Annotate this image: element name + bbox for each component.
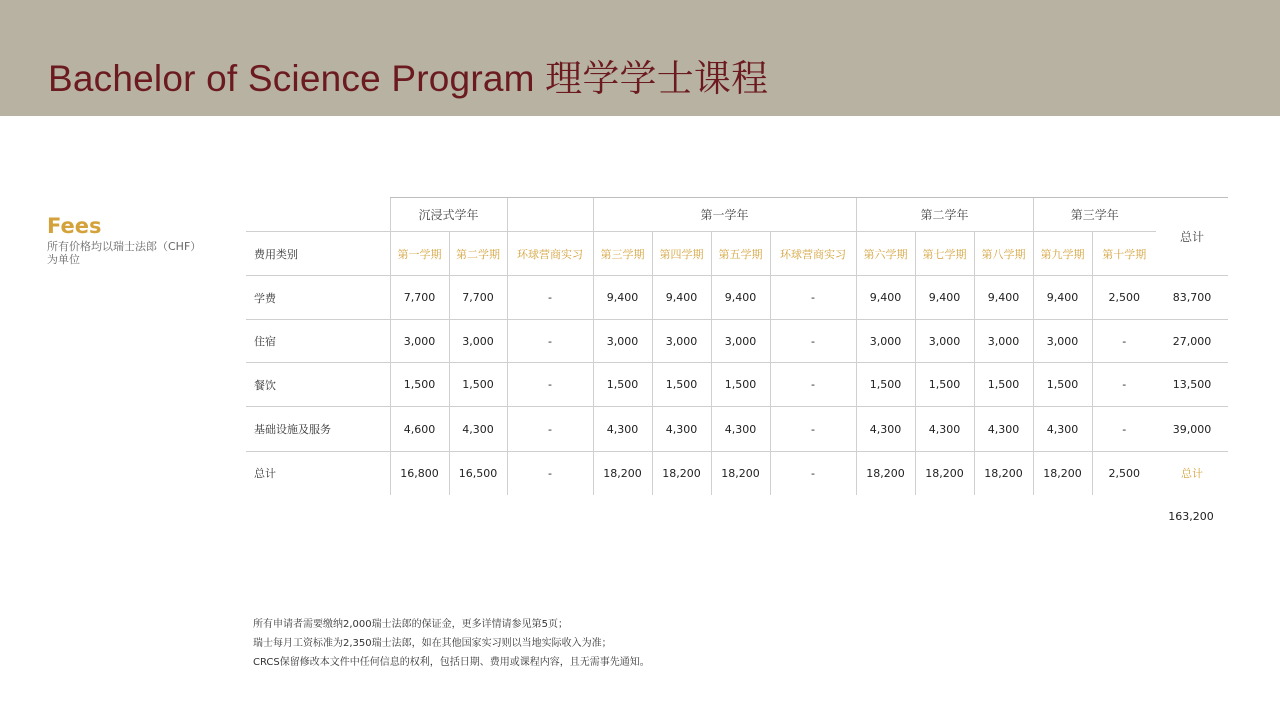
currency-note: 所有价格均以瑞士法郎（CHF）为单位	[47, 240, 196, 266]
semester-header: 环球营商实习	[770, 232, 856, 276]
fees-heading: Fees	[47, 214, 102, 238]
fee-cell: -	[770, 276, 856, 320]
fee-cell: 18,200	[593, 452, 652, 495]
fee-cell: 1,500	[711, 363, 770, 407]
year-2-header: 第二学年	[856, 198, 1033, 232]
footnote-line: 所有申请者需要缴纳2,000瑞士法郎的保证金，更多详情请参见第5页；	[253, 619, 568, 630]
fee-cell: 4,300	[711, 407, 770, 452]
fees-table	[246, 197, 1228, 495]
semester-header: 第十学期	[1092, 232, 1156, 276]
semester-header: 第二学期	[449, 232, 507, 276]
fee-cell: 4,300	[974, 407, 1033, 452]
page-title: Bachelor of Science Program 理学学士课程	[48, 58, 769, 99]
table-row	[246, 452, 1228, 495]
fee-cell: 2,500	[1092, 276, 1156, 320]
fee-cell: -	[770, 320, 856, 363]
fee-cell: 9,400	[915, 276, 974, 320]
total-label-cell: 总计	[1156, 452, 1228, 495]
fee-cell: 18,200	[856, 452, 915, 495]
fee-cell: 9,400	[711, 276, 770, 320]
fee-cell: -	[1092, 363, 1156, 407]
fee-cell: 9,400	[974, 276, 1033, 320]
fee-cell: 3,000	[856, 320, 915, 363]
semester-header: 第五学期	[711, 232, 770, 276]
fee-cell: -	[1092, 320, 1156, 363]
row-label: 餐饮	[246, 363, 390, 407]
fee-cell: 1,500	[593, 363, 652, 407]
fee-cell: 18,200	[915, 452, 974, 495]
fee-cell: 3,000	[915, 320, 974, 363]
fee-cell: 4,300	[593, 407, 652, 452]
semester-header: 第四学期	[652, 232, 711, 276]
year-header-row	[246, 198, 1228, 232]
table-row	[246, 407, 1228, 452]
footnotes	[253, 615, 650, 672]
row-label: 总计	[246, 452, 390, 495]
semester-header: 第八学期	[974, 232, 1033, 276]
fee-cell: 9,400	[652, 276, 711, 320]
semester-header-row	[246, 232, 1228, 276]
fee-cell: 3,000	[711, 320, 770, 363]
fee-cell: 9,400	[856, 276, 915, 320]
fee-cell: 3,000	[449, 320, 507, 363]
fee-cell: -	[770, 452, 856, 495]
fee-cell: -	[1092, 407, 1156, 452]
row-total-cell: 39,000	[1156, 407, 1228, 452]
fee-cell: -	[507, 363, 593, 407]
fee-cell: 7,700	[390, 276, 449, 320]
fee-cell: 3,000	[974, 320, 1033, 363]
fee-cell: -	[507, 407, 593, 452]
fee-cell: 1,500	[1033, 363, 1092, 407]
fee-cell: 1,500	[652, 363, 711, 407]
fee-cell: 4,600	[390, 407, 449, 452]
table-row	[246, 363, 1228, 407]
fee-cell: 3,000	[593, 320, 652, 363]
fee-cell: 4,300	[915, 407, 974, 452]
year-1-header: 第一学年	[593, 198, 856, 232]
fee-cell: 2,500	[1092, 452, 1156, 495]
fee-cell: -	[770, 407, 856, 452]
row-label: 住宿	[246, 320, 390, 363]
fee-cell: -	[507, 452, 593, 495]
fee-cell: -	[507, 320, 593, 363]
blank-cell	[507, 198, 593, 232]
year-immersion-header: 沉浸式学年	[390, 198, 507, 232]
fee-cell: 3,000	[1033, 320, 1092, 363]
blank-cell	[246, 198, 390, 232]
fee-cell: -	[770, 363, 856, 407]
row-label: 学费	[246, 276, 390, 320]
footnote-line: 瑞士每月工资标准为2,350瑞士法郎，如在其他国家实习则以当地实际收入为准；	[253, 638, 612, 649]
semester-header: 第九学期	[1033, 232, 1092, 276]
fee-cell: 1,500	[449, 363, 507, 407]
year-3-header: 第三学年	[1033, 198, 1156, 232]
grand-total: 163,200	[1168, 510, 1214, 523]
semester-header: 第三学期	[593, 232, 652, 276]
fee-cell: 4,300	[449, 407, 507, 452]
row-label: 基础设施及服务	[246, 407, 390, 452]
fee-cell: 9,400	[593, 276, 652, 320]
fee-cell: 18,200	[1033, 452, 1092, 495]
fee-cell: 4,300	[856, 407, 915, 452]
fee-cell: 18,200	[711, 452, 770, 495]
header-bar	[0, 0, 1280, 116]
semester-header: 第六学期	[856, 232, 915, 276]
fee-cell: 1,500	[974, 363, 1033, 407]
fee-cell: 1,500	[390, 363, 449, 407]
semester-header: 环球营商实习	[507, 232, 593, 276]
fee-cell: 3,000	[652, 320, 711, 363]
fee-cell: -	[507, 276, 593, 320]
fee-cell: 9,400	[1033, 276, 1092, 320]
row-total-cell: 83,700	[1156, 276, 1228, 320]
row-total-cell: 27,000	[1156, 320, 1228, 363]
fee-cell: 16,500	[449, 452, 507, 495]
semester-header: 第一学期	[390, 232, 449, 276]
table-row	[246, 320, 1228, 363]
fee-cell: 18,200	[652, 452, 711, 495]
fee-cell: 1,500	[856, 363, 915, 407]
table-row	[246, 276, 1228, 320]
total-column-header: 总计	[1156, 198, 1228, 276]
category-header: 费用类别	[246, 232, 390, 276]
semester-header: 第七学期	[915, 232, 974, 276]
row-total-cell: 13,500	[1156, 363, 1228, 407]
fee-cell: 4,300	[1033, 407, 1092, 452]
fee-cell: 16,800	[390, 452, 449, 495]
fee-cell: 3,000	[390, 320, 449, 363]
fee-cell: 4,300	[652, 407, 711, 452]
fee-cell: 7,700	[449, 276, 507, 320]
footnote-line: CRCS保留修改本文件中任何信息的权利，包括日期、费用或课程内容，且无需事先通知。	[253, 657, 650, 668]
fee-cell: 18,200	[974, 452, 1033, 495]
fee-cell: 1,500	[915, 363, 974, 407]
